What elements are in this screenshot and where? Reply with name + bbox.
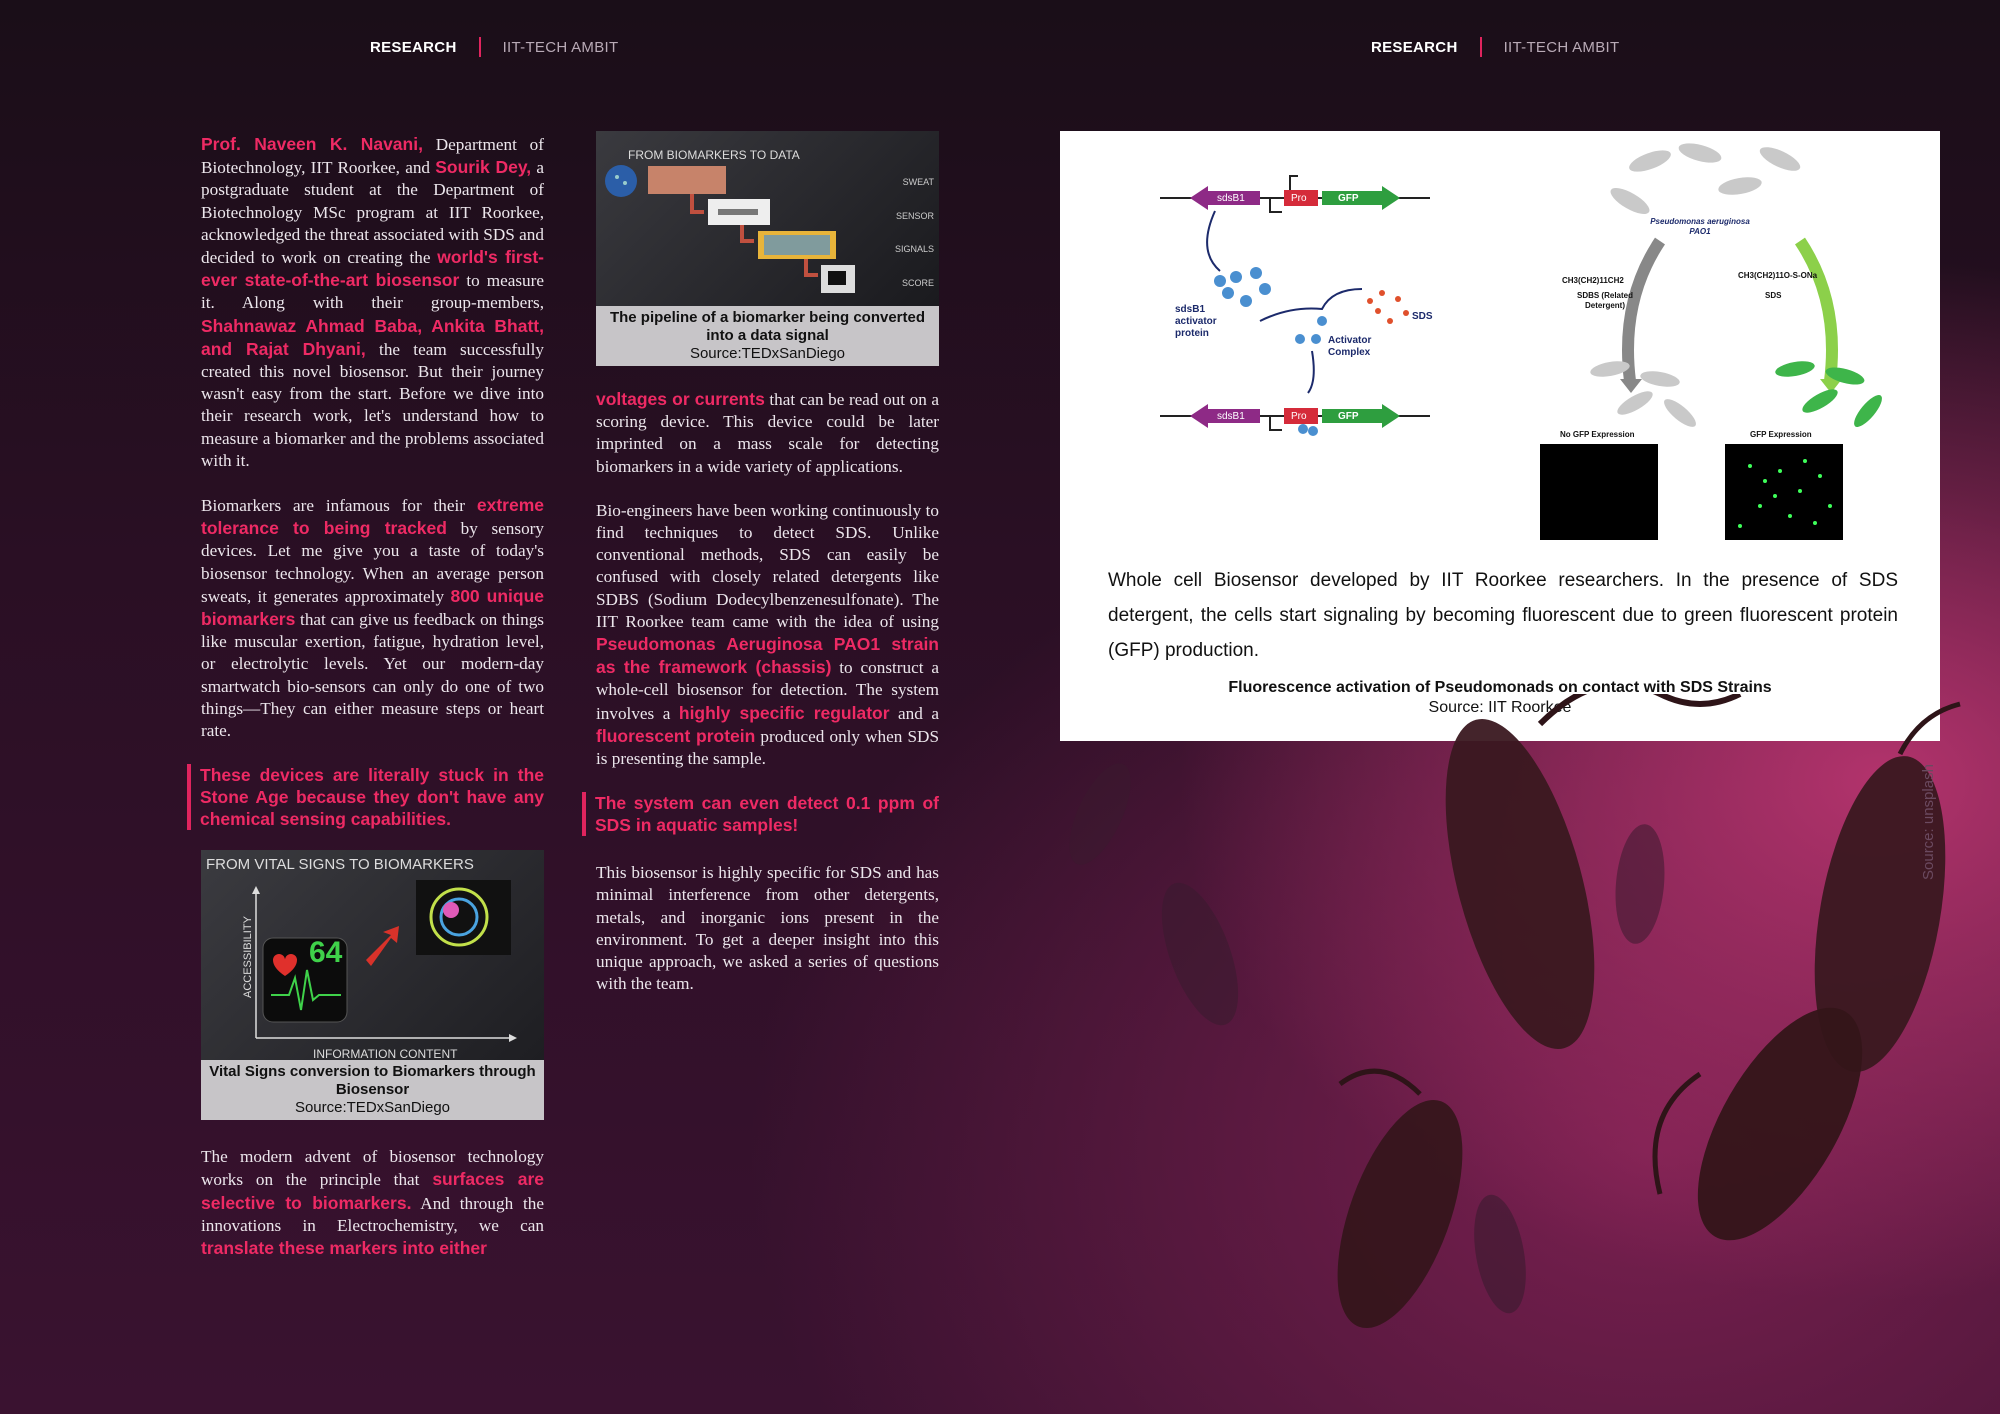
biosensor-diagram: [1060, 131, 1940, 551]
highlight-text: extreme tolerance to being tracked: [201, 495, 544, 539]
paragraph: [596, 388, 939, 478]
caption-text: The pipeline of a biomarker being converted into a data signal: [609, 309, 926, 344]
body-text: that can give us feedback on things like muscular exertion, fatigue, hydration level, or electrolytic levels. Yet our modern-day smartwatch bio-sensors can only do one of two things—They can either measure steps or heart rate.: [201, 610, 544, 741]
header-divider: [1480, 37, 1482, 57]
paragraph: [596, 500, 939, 770]
figure-vital-signs: [201, 850, 544, 1120]
caption-source: Source:TEDxSanDiego: [294, 1099, 451, 1117]
y-axis-label: ACCESSIBILITY: [242, 916, 254, 999]
label-activator: sdsB1 activator protein: [1175, 304, 1217, 339]
body-text: Bio-engineers have been working continuously to find techniques to detect SDS. Unlike conventional methods, SDS can easily be confused with closely related detergents like SDBS (Sodium Dodecylbenzenesulfonate). The IIT Roorkee team came with the idea of using: [596, 500, 939, 631]
highlight-text: translate these markers into either: [201, 1238, 487, 1259]
highlight-text: Sourik Dey,: [435, 157, 532, 178]
body-text: Department of Biotechnology, IIT Roorkee, and: [201, 135, 544, 178]
caption-text: Vital Signs conversion to Biomarkers through Biosensor: [209, 1063, 536, 1099]
header-left: [370, 37, 618, 57]
label-sdsb1-bottom: sdsB1: [1217, 411, 1245, 422]
figure-heading: FROM VITAL SIGNS TO BIOMARKERS: [206, 856, 474, 874]
body-text: and a: [889, 703, 939, 723]
label-sds: SDS: [1412, 311, 1433, 322]
body-text: This biosensor is highly specific for SDS and has minimal interference from other detergents, metals, and inorganic ions present in the environment. To get a deeper insight into this unique approach, we asked a series of questions with the team.: [596, 863, 939, 994]
paragraph: [201, 494, 544, 742]
highlight-text: Shahnawaz Ahmad Baba, Ankita Bhatt, and Rajat Dhyani,: [201, 315, 544, 359]
label-chem-right: CH3(CH2)11O-S-ONa: [1738, 271, 1818, 280]
highlight-text: fluorescent protein: [596, 725, 756, 746]
label-chem-left: CH3(CH2)11CH2: [1562, 276, 1624, 285]
body-text: to construct a whole-cell biosensor for detection. The system involves a: [596, 658, 940, 723]
highlight-text: world's first-ever state-of-the-art biosensor: [201, 247, 545, 291]
article-column-2: [596, 131, 939, 1017]
x-axis-label: INFORMATION CONTENT: [313, 1047, 458, 1061]
header-divider: [479, 37, 481, 57]
pull-quote: The system can even detect 0.1 ppm of SDS in aquatic samples!: [582, 792, 939, 836]
figure-caption: [201, 1060, 544, 1120]
body-text: a postgraduate student at the Department of Biotechnology MSc program at IIT Roorkee, acknowledged the threat associated with SDS and decided to work on creating the: [201, 158, 544, 268]
heart-rate-value: 64: [309, 936, 343, 970]
label-sdbs: SDBS (Related Detergent): [1576, 291, 1633, 310]
caption-source: Source:TEDxSanDiego: [689, 345, 846, 362]
label-sds-right: SDS: [1765, 291, 1782, 300]
label-no-gfp: No GFP Expression: [1560, 430, 1635, 439]
paragraph: [201, 1146, 544, 1260]
label-gfp-bottom: GFP: [1338, 411, 1359, 422]
magazine-title: IIT-TECH AMBIT: [502, 38, 619, 56]
step-sensor: SENSOR: [895, 211, 934, 221]
step-score: SCORE: [901, 278, 934, 288]
highlight-text: Prof. Naveen K. Navani,: [201, 134, 423, 154]
figure-image: [596, 131, 939, 306]
label-pro-bottom: Pro: [1291, 411, 1307, 422]
label-complex: Activator Complex: [1328, 335, 1372, 358]
body-text: Biomarkers are infamous for their: [201, 496, 477, 516]
step-sweat: SWEAT: [902, 177, 934, 187]
highlight-text: surfaces are selective to biomarkers.: [201, 1169, 544, 1213]
body-text: that can be read out on a scoring device. This device could be later imprinted on a mass scale for detecting biomarkers in a wide variety of applications.: [596, 390, 940, 476]
highlight-text: Pseudomonas Aeruginosa PAO1 strain as the framework (chassis): [596, 634, 939, 678]
figure-caption: [596, 306, 939, 366]
section-label: RESEARCH: [370, 38, 457, 56]
label-sdsb1: sdsB1: [1217, 193, 1245, 204]
label-organism: Pseudomonas aeruginosa PAO1: [1650, 217, 1750, 236]
pipeline-diagram: [596, 131, 939, 306]
figure-image: [201, 850, 544, 1060]
body-text: to measure it. Along with their group-members,: [201, 271, 544, 313]
label-gfp: GFP: [1338, 193, 1359, 204]
figure-heading: FROM BIOMARKERS TO DATA: [628, 148, 800, 162]
pull-quote: These devices are literally stuck in the Stone Age because they don't have any chemical sensing capabilities.: [187, 764, 544, 830]
magazine-title: IIT-TECH AMBIT: [1503, 38, 1620, 56]
body-text: And through the innovations in Electrochemistry, we can: [201, 1193, 544, 1235]
paragraph: [201, 133, 544, 472]
figure-biomarkers-to-data: [596, 131, 939, 366]
figure-source: Source: IIT Roorkee: [1428, 699, 1572, 716]
body-text: the team successfully created this novel biosensor. But their journey wasn't easy from the start. Before we dive into their research work, let's understand how to measure a biomarker and the problems associated with it.: [201, 339, 544, 470]
biosensor-figure: [1060, 131, 1940, 741]
paragraph: [596, 862, 939, 995]
figure-description: Whole cell Biosensor developed by IIT Roorkee researchers. In the presence of SDS detergent, the cells start signaling by becoming fluorescent due to green fluorescent protein (GFP) production.: [1108, 570, 1898, 661]
article-column-1: [201, 133, 544, 1282]
bacteria-photo: [1000, 694, 2000, 1414]
label-pro: Pro: [1291, 193, 1307, 204]
section-label: RESEARCH: [1371, 38, 1458, 56]
body-text: produced only when SDS is presenting the sample.: [596, 726, 940, 769]
body-text: by sensory devices. Let me give you a taste of today's biosensor technology. When an average person sweats, it generates approximately: [201, 519, 544, 606]
header-right: [1371, 37, 1619, 57]
body-text: The modern advent of biosensor technology works on the principle that: [201, 1147, 544, 1190]
step-signals: SIGNALS: [894, 244, 934, 254]
figure-title: Fluorescence activation of Pseudomonads on contact with SDS Strains: [1228, 679, 1772, 696]
label-gfp-expression: GFP Expression: [1750, 430, 1812, 439]
highlight-text: 800 unique biomarkers: [201, 585, 544, 630]
photo-credit: Source: unsplash: [1920, 764, 1937, 880]
highlight-text: voltages or currents: [596, 389, 765, 409]
highlight-text: highly specific regulator: [678, 702, 890, 723]
